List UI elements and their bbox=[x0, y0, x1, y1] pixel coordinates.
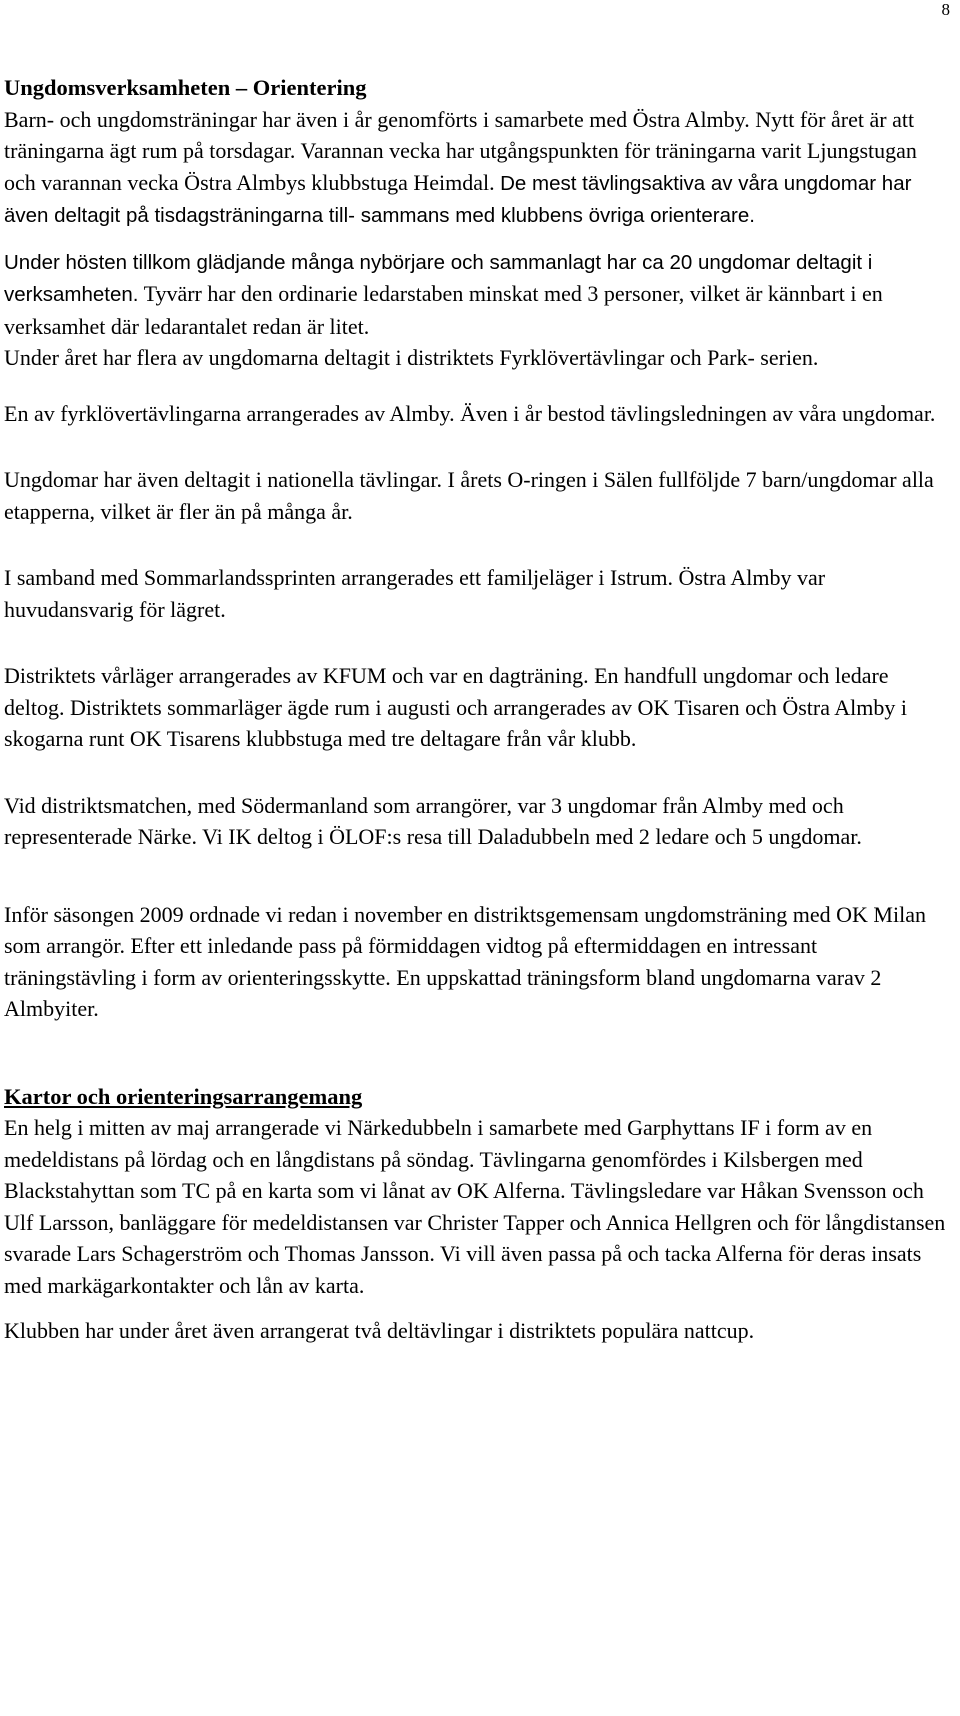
paragraph-narkedubbeln: En helg i mitten av maj arrangerade vi Närkedubbeln i samarbete med Garphyttans IF i form av en medeldistans på lördag och en långdistans på söndag. Tävlingarna genomfördes i Kilsbergen med Blackstahyttan som TC på en karta som vi lånat av OK Alferna. Tävlingsledare var Håkan Svensson och Ulf Larsson, banläggare för medeldistansen var Christer Tapper och Annica Hellgren och för långdistansen svarade Lars Schagerström och Thomas Jansson. Vi vill även passa på och tacka Alferna för deras insats med markägarkontakter och lån av karta. bbox=[4, 1115, 946, 1298]
section-heading-youth: Ungdomsverksamheten – Orientering bbox=[4, 75, 367, 100]
paragraph-intro-continued: De mest tävlingsaktiva av våra ungdomar har även deltagit på tisdagsträningarna till- sammans med klubbens övriga orienterare. bbox=[4, 171, 912, 227]
section-maps-events bbox=[4, 1081, 949, 1302]
page-number: 8 bbox=[941, 0, 950, 19]
document-body bbox=[4, 72, 949, 1347]
paragraph-fyrklover: En av fyrklövertävlingarna arrangerades av Almby. Även i år bestod tävlingsledningen av våra ungdomar. bbox=[4, 400, 936, 426]
paragraph-district-competitions: Under året har flera av ungdomarna deltagit i distriktets Fyrklövertävlingar och Park- serien. bbox=[4, 345, 819, 370]
paragraph-family-camp: I samband med Sommarlandssprinten arrangerades ett familjeläger i Istrum. Östra Almby var huvudansvarig för lägret. bbox=[4, 565, 826, 622]
paragraph-district-camps: Distriktets vårläger arrangerades av KFUM och var en dagträning. En handfull ungdomar och ledare deltog. Distriktets sommarläger ägde rum i augusti och arrangerades av OK Tisaren och Östra Almby i skogarna runt OK Tisarens klubbstuga med tre deltagare från vår klubb. bbox=[4, 663, 908, 751]
paragraph-nattcup: Klubben har under året även arrangerat två deltävlingar i distriktets populära nattcup. bbox=[4, 1318, 755, 1343]
section-youth-orienteering bbox=[4, 72, 949, 232]
paragraph-district-match: Vid distriktsmatchen, med Södermanland som arrangörer, var 3 ungdomar från Almby med och representerade Närke. Vi IK deltog i ÖLOF:s resa till Daladubbeln med 2 ledare och 5 ungdomar. bbox=[4, 792, 862, 849]
paragraph-staff-text: Tyvärr har den ordinarie ledarstaben minskat med 3 personer, vilket är kännbart i en verksamhet där ledarantalet redan är litet. bbox=[4, 281, 883, 339]
paragraph-autumn-beginners bbox=[4, 246, 949, 343]
paragraph-beginners-text: Under hösten tillkom glädjande många nybörjare och sammanlagt har ca 20 ungdomar deltagit i verksamheten. bbox=[4, 250, 873, 306]
paragraph-season-2009: Inför säsongen 2009 ordnade vi redan i november en distriktsgemensam ungdomsträning med OK Milan som arrangör. Efter ett inledande pass på förmiddagen vidtog på eftermiddagen en intressant träningstävling i form av orienteringsskytte. En uppskattad träningsform bland ungdomarna varav 2 Almbyiter. bbox=[4, 901, 926, 1021]
paragraph-national: Ungdomar har även deltagit i nationella tävlingar. I årets O-ringen i Sälen fullföljde 7 barn/ungdomar alla etapperna, vilket är fler än på många år. bbox=[4, 467, 934, 524]
paragraph-intro: Barn- och ungdomsträningar har även i år genomförts i samarbete med Östra Almby. Nytt för året är att träningarna ägt rum på torsdagar. Varannan vecka har utgångspunkten för träningarna varit Ljungstugan och varannan vecka Östra Almbys klubbstuga Heimdal. bbox=[4, 106, 917, 195]
section-heading-maps: Kartor och orienteringsarrangemang bbox=[4, 1083, 363, 1109]
